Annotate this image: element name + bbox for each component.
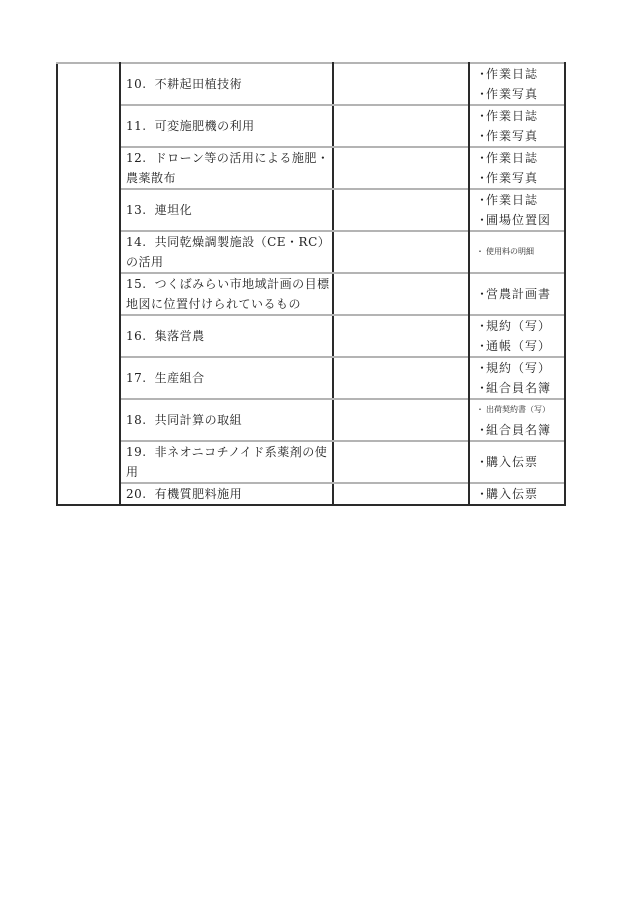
bullet-icon: ・ (476, 381, 490, 395)
bullet-icon: ・ (476, 319, 490, 333)
item-cell (120, 315, 333, 357)
item-label: 生産組合 (154, 371, 205, 385)
item-cell (120, 147, 333, 189)
doc-label: 購入伝票 (486, 455, 539, 469)
entry-cell (333, 189, 469, 231)
table-row (57, 105, 565, 147)
item-number: 17. (126, 371, 147, 385)
bullet-icon: ・ (476, 339, 490, 353)
entry-cell (333, 315, 469, 357)
doc-item (476, 336, 564, 356)
item-number: 16. (126, 329, 147, 343)
docs-cell (469, 399, 565, 441)
item-cell (120, 441, 333, 483)
doc-item (476, 420, 564, 440)
item-label: 可変施肥機の利用 (154, 119, 255, 133)
doc-item (476, 242, 564, 262)
item-label: ドローン等の活用による施肥・農薬散布 (126, 151, 330, 185)
docs-cell (469, 483, 565, 505)
doc-label: 通帳（写） (486, 339, 552, 353)
doc-item (476, 168, 564, 188)
doc-item (476, 84, 564, 104)
requirements-table (56, 62, 566, 506)
bullet-icon: ・ (476, 361, 490, 375)
doc-label: 作業日誌 (486, 193, 539, 207)
table-row (57, 147, 565, 189)
doc-item (476, 358, 564, 378)
bullet-icon: ・ (476, 87, 490, 101)
table-row (57, 483, 565, 505)
category-cell (57, 63, 120, 505)
doc-item (476, 210, 564, 230)
bullet-icon: ・ (476, 67, 490, 81)
table-row (57, 63, 565, 105)
doc-label: 使用料の明細 (486, 247, 534, 256)
doc-label: 購入伝票 (486, 487, 539, 501)
doc-label: 作業日誌 (486, 67, 539, 81)
docs-cell (469, 441, 565, 483)
table-row (57, 273, 565, 315)
item-label: 有機質肥料施用 (154, 487, 243, 501)
item-number: 10. (126, 77, 147, 91)
bullet-icon: ・ (476, 213, 490, 227)
docs-cell (469, 63, 565, 105)
docs-cell (469, 105, 565, 147)
doc-item (476, 64, 564, 84)
item-label: つくばみらい市地域計画の目標地図に位置付けられているもの (126, 277, 330, 311)
doc-label: 作業写真 (486, 87, 539, 101)
table-row (57, 441, 565, 483)
doc-label: 作業日誌 (486, 109, 539, 123)
bullet-icon: ・ (476, 129, 490, 143)
entry-cell (333, 441, 469, 483)
doc-label: 規約（写） (486, 361, 552, 375)
bullet-icon: ・ (476, 109, 490, 123)
doc-label: 圃場位置図 (486, 213, 552, 227)
docs-cell (469, 357, 565, 399)
item-cell (120, 483, 333, 505)
item-label: 非ネオニコチノイド系薬剤の使用 (126, 445, 328, 479)
doc-label: 規約（写） (486, 319, 552, 333)
bullet-icon: ・ (476, 487, 490, 501)
item-cell (120, 273, 333, 315)
item-number: 19. (126, 445, 147, 459)
doc-item (476, 190, 564, 210)
item-number: 15. (126, 277, 147, 291)
docs-cell (469, 189, 565, 231)
doc-label: 作業写真 (486, 129, 539, 143)
doc-label: 作業写真 (486, 171, 539, 185)
item-cell (120, 189, 333, 231)
entry-cell (333, 357, 469, 399)
item-cell (120, 105, 333, 147)
item-label: 共同乾燥調製施設（CE・RC）の活用 (126, 235, 331, 269)
table-row (57, 357, 565, 399)
docs-cell (469, 231, 565, 273)
doc-item (476, 126, 564, 146)
item-number: 20. (126, 487, 147, 501)
bullet-icon: ・ (476, 151, 490, 165)
table-row (57, 399, 565, 441)
item-label: 共同計算の取組 (154, 413, 243, 427)
doc-item (476, 400, 564, 420)
entry-cell (333, 231, 469, 273)
doc-item (476, 148, 564, 168)
doc-item (476, 484, 564, 504)
item-number: 13. (126, 203, 147, 217)
bullet-icon: ・ (476, 423, 490, 437)
doc-item (476, 316, 564, 336)
item-number: 11. (126, 119, 147, 133)
bullet-icon: ・ (476, 171, 490, 185)
entry-cell (333, 399, 469, 441)
entry-cell (333, 273, 469, 315)
item-cell (120, 399, 333, 441)
bullet-icon: ・ (476, 247, 484, 256)
bullet-icon: ・ (476, 455, 490, 469)
doc-item (476, 106, 564, 126)
item-label: 不耕起田植技術 (154, 77, 243, 91)
entry-cell (333, 147, 469, 189)
bullet-icon: ・ (476, 287, 490, 301)
table-row (57, 189, 565, 231)
docs-cell (469, 315, 565, 357)
entry-cell (333, 483, 469, 505)
doc-label: 組合員名簿 (486, 423, 552, 437)
entry-cell (333, 105, 469, 147)
doc-label: 出荷契約書（写） (486, 405, 550, 414)
item-label: 集落営農 (154, 329, 205, 343)
item-number: 14. (126, 235, 147, 249)
bullet-icon: ・ (476, 405, 484, 414)
table-row (57, 315, 565, 357)
table-row (57, 231, 565, 273)
item-cell (120, 63, 333, 105)
docs-cell (469, 147, 565, 189)
item-number: 18. (126, 413, 147, 427)
doc-label: 組合員名簿 (486, 381, 552, 395)
doc-label: 作業日誌 (486, 151, 539, 165)
doc-label: 営農計画書 (486, 287, 552, 301)
docs-cell (469, 273, 565, 315)
item-label: 連坦化 (154, 203, 193, 217)
doc-item (476, 284, 564, 304)
doc-item (476, 378, 564, 398)
entry-cell (333, 63, 469, 105)
bullet-icon: ・ (476, 193, 490, 207)
item-number: 12. (126, 151, 147, 165)
item-cell (120, 357, 333, 399)
doc-item (476, 452, 564, 472)
item-cell (120, 231, 333, 273)
